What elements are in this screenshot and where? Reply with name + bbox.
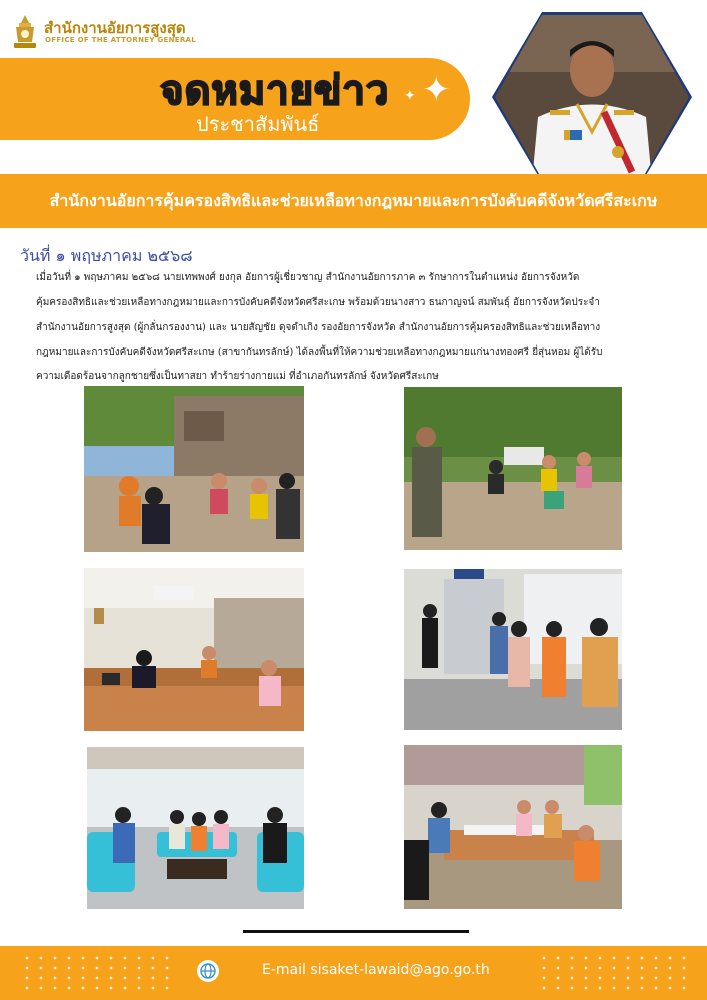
newsletter-title: จดหมายข่าว (160, 68, 390, 114)
article-line: ความเดือดร้อนจากลูกชายซึ่งเป็นทาสยา ทำร้ายร่างกายแม่ ที่อำเภอกันทรลักษ์ จังหวัดศรีสะเกษ (36, 371, 439, 382)
photo-reception-meeting (87, 747, 304, 909)
photo-office-meeting-2 (404, 569, 622, 730)
article-line: คุ้มครองสิทธิและช่วยเหลือทางกฎหมายและการบังคับคดีจังหวัดศรีสะเกษ พร้อมด้วยนางสาว ธนกาญจน์ สมพันธุ์ อัยการจังหวัดประจำ (36, 297, 600, 308)
photo-outdoor-meeting-2 (404, 387, 622, 550)
org-name-english: OFFICE OF THE ATTORNEY GENERAL (45, 36, 197, 44)
sparkle-icon: ✦ (422, 70, 451, 110)
article-date: วันที่ ๑ พฤษภาคม ๒๕๖๘ (20, 246, 193, 265)
dot-pattern-left (20, 953, 170, 993)
globe-icon (197, 960, 219, 982)
footer-divider (243, 930, 469, 933)
photo-outdoor-meeting-1 (84, 386, 304, 552)
photo-office-meeting-1 (84, 568, 304, 731)
article-line: กฎหมายและการบังคับคดีจังหวัดศรีสะเกษ (สาขากันทรลักษ์) ได้ลงพื้นที่ให้ความช่วยเหลือทางกฎหมายแก่นางทองศรี ยี่สุ่นหอม ผู้ได้รับ (36, 347, 603, 358)
newsletter-subtitle: ประชาสัมพันธ์ (196, 112, 320, 136)
sparkle-small-icon: ✦ (404, 88, 416, 104)
photo-desk-meeting (404, 745, 622, 909)
article-line: สำนักงานอัยการสูงสุด (ผู้กลั่นกรองงาน) และ นายสัญชัย ดุจดำเกิง รองอัยการจังหวัด สำนักงานอัยการคุ้มครองสิทธิและช่วยเหลือทาง (36, 322, 601, 333)
attorney-general-logo-icon (10, 14, 40, 50)
official-portrait (492, 12, 692, 182)
dot-pattern-right (537, 953, 687, 993)
agency-banner-text: สำนักงานอัยการคุ้มครองสิทธิและช่วยเหลือทางกฎหมายและการบังคับคดีจังหวัดศรีสะเกษ (49, 191, 658, 210)
org-name-thai: สำนักงานอัยการสูงสุด (44, 19, 186, 37)
contact-email[interactable]: E-mail sisaket-lawaid@ago.go.th (262, 962, 490, 978)
article-line: เมื่อวันที่ ๑ พฤษภาคม ๒๕๖๘ นายเทพพงศ์ ยงกุล อัยการผู้เชี่ยวชาญ สำนักงานอัยการภาค ๓ รักษาการในตำแหน่ง อัยการจังหวัด (36, 272, 580, 283)
